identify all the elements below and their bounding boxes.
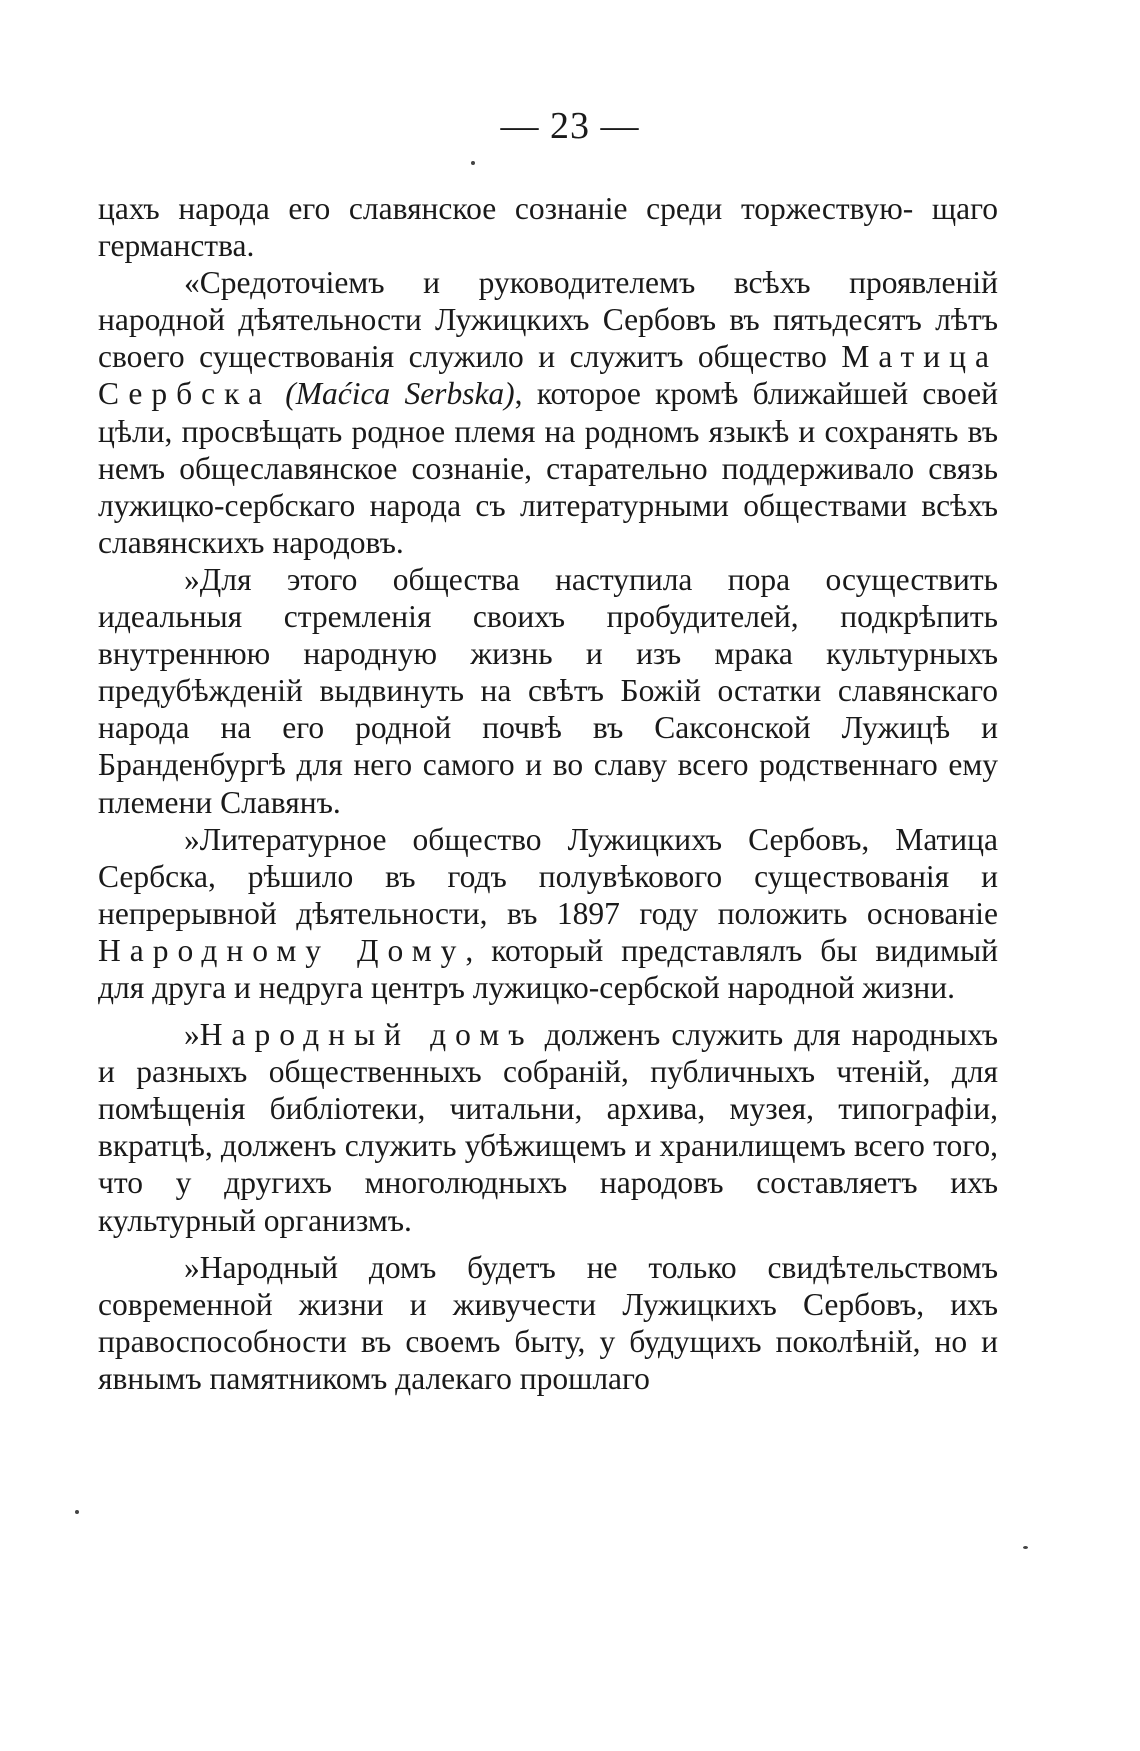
latin-title-macica: (Maćica Serbska) <box>285 376 515 412</box>
paragraph-literary-society <box>98 821 998 1006</box>
text-segment <box>271 376 285 411</box>
page-number: — 23 — <box>500 105 640 147</box>
text-segment: »Литературное общество Лужицкихъ Сербовъ, Матица Сербска, рѣшило въ годъ полувѣкового существованія и непрерывной дѣятельности, въ 1897 году положить основаніе <box>98 821 998 931</box>
paragraph-continuation <box>98 190 998 264</box>
text-segment: »Народный домъ будетъ не только свидѣтельствомъ современной жизни и живучести Лужицкихъ Сербовъ, ихъ правоспособности въ своемъ быту, у будущихъ поколѣній, но и явнымъ памятникомъ далекаго прошлаго <box>98 1249 998 1396</box>
paragraph-matica <box>98 264 998 561</box>
text-segment: , который представлялъ бы видимый для друга и недруга центръ лужицко-сербской народной жизни. <box>98 932 998 1005</box>
spaced-title-matica: Матица Сербска <box>98 339 998 412</box>
paragraph-society <box>98 561 998 821</box>
paragraph-people-house <box>98 1016 998 1239</box>
speck-mark <box>471 161 475 165</box>
text-segment: »Для этого общества наступила пора осуществить идеальныя стремленія своихъ пробудителей, подкрѣпить внутреннюю народную жизнь и изъ мрака культурныхъ предубѣжденій выдвинуть на свѣтъ Божій остатки славянскаго народа на его родной почвѣ въ Саксонской Лужицѣ и Бранденбургѣ для него самого и во славу всего родственнаго ему племени Славянъ. <box>98 561 998 820</box>
spaced-title-narodny-domu: Народный домъ <box>199 1017 534 1053</box>
speck-mark <box>75 1510 79 1514</box>
text-segment: , которое кромѣ ближайшей своей цѣли, просвѣщать родное племя на родномъ языкѣ и сохранять въ немъ общеславянское сознаніе, старательно поддерживало связь лужицко-сербскаго народа съ литературными обществами всѣхъ славянскихъ народовъ. <box>98 376 999 560</box>
paragraph-monument <box>98 1249 998 1397</box>
text-line: цахъ народа его славянское сознаніе среди торжествую- <box>98 191 914 226</box>
text-segment: долженъ служить для народныхъ и разныхъ общественныхъ собраній, публичныхъ чтеній, для помѣщенія библіотеки, читальни, архива, музея, типографіи, вкратцѣ, долженъ служить убѣжищемъ и хранилищемъ всего того, что у другихъ многолюдныхъ народовъ составляетъ ихъ культурный организмъ. <box>98 1017 998 1238</box>
speck-mark <box>1023 1546 1028 1549</box>
body-text <box>98 190 998 1397</box>
text-line: щаго германства. <box>98 191 999 264</box>
spaced-title-narodny-dom: Народному Дому <box>98 932 466 968</box>
text-segment: » <box>184 1017 200 1053</box>
text-segment: «Средоточіемъ и руководителемъ всѣхъ проявленій народной дѣятельности Лужицкихъ Сербовъ въ пятьдесятъ лѣтъ своего существованія служило и служитъ общество <box>98 265 998 375</box>
